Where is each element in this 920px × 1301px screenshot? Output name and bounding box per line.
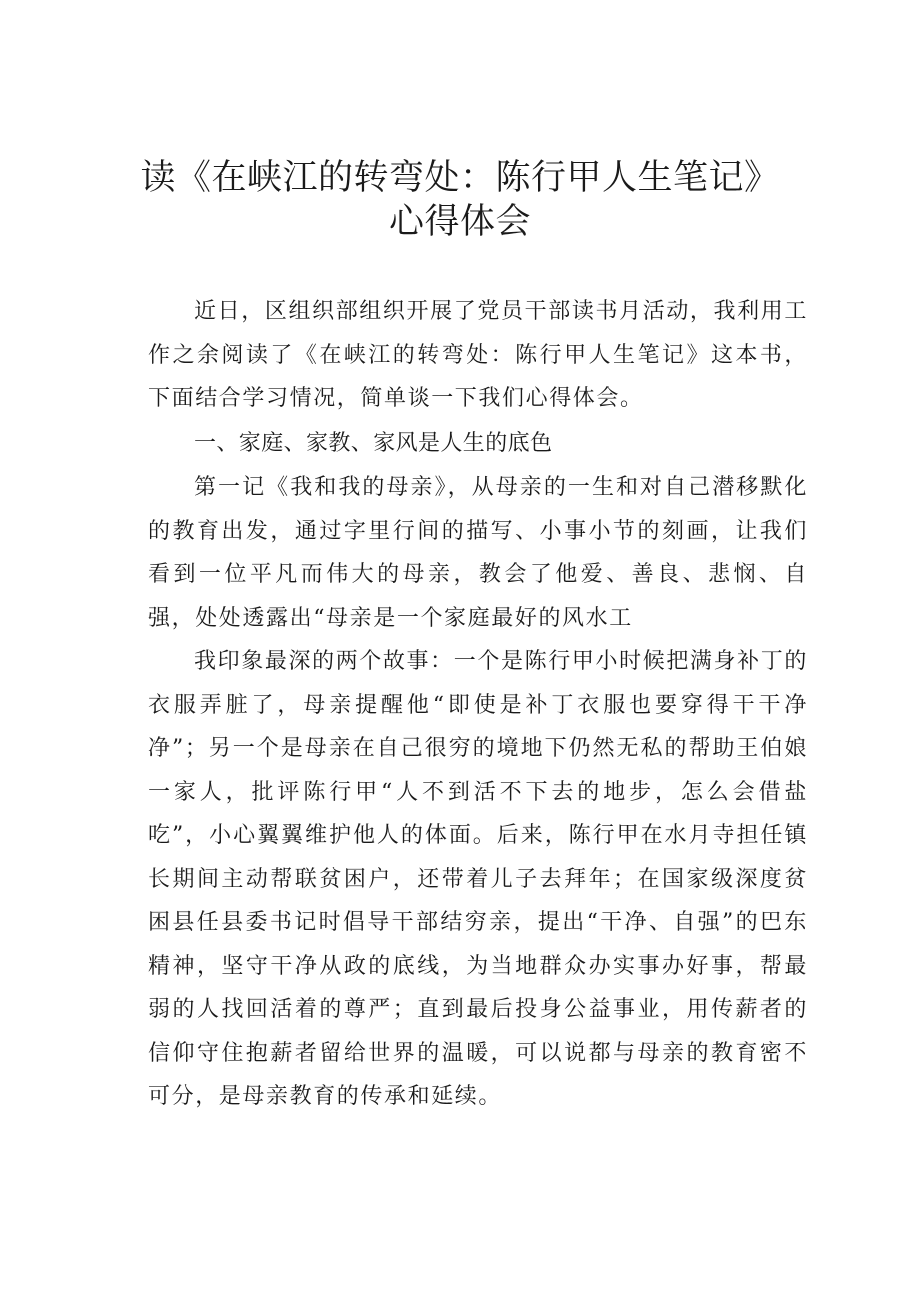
section-heading: 一、家庭、家教、家风是人生的底色 [194,431,553,456]
body-paragraph-2: 我印象最深的两个故事：一个是陈行甲小时候把满身补丁的衣服弄脏了，母亲提醒他“即使是补丁衣服也要穿得干干净净”；另一个是母亲在自己很穷的境地下仍然无私的帮助王伯娘一家人，批评陈行甲“人不到活不下去的地步，怎么会借盐吃”，小心翼翼维护他人的体面。后来，陈行甲在水月寺担任镇长期间主动帮联贫困户，还带着儿子去拜年；在国家级深度贫困县任县委书记时倡导干部结穷亲，提出“干净、自强”的巴东精神，坚守干净从政的底线，为当地群众办实事办好事，帮最弱的人找回活着的尊严；直到最后投身公益事业，用传薪者的信仰守住抱薪者留给世界的温暖，可以说都与母亲的教育密不可分，是母亲教育的传承和延续。 [148,649,808,1109]
document-title-line-2: 心得体会 [388,202,531,242]
intro-paragraph: 近日，区组织部组织开展了党员干部读书月活动，我利用工作之余阅读了《在峡江的转弯处：陈行甲人生笔记》这本书，下面结合学习情况，简单谈一下我们心得体会。 [148,299,808,411]
body-paragraph-1: 第一记《我和我的母亲》，从母亲的一生和对自己潜移默化的教育出发，通过字里行间的描写、小事小节的刻画，让我们看到一位平凡而伟大的母亲，教会了他爱、善良、悲悯、自强，处处透露出“母亲是一个家庭最好的风水工 [148,475,808,631]
document-title-line-1: 读《在峡江的转弯处：陈行甲人生笔记》 [140,158,780,198]
